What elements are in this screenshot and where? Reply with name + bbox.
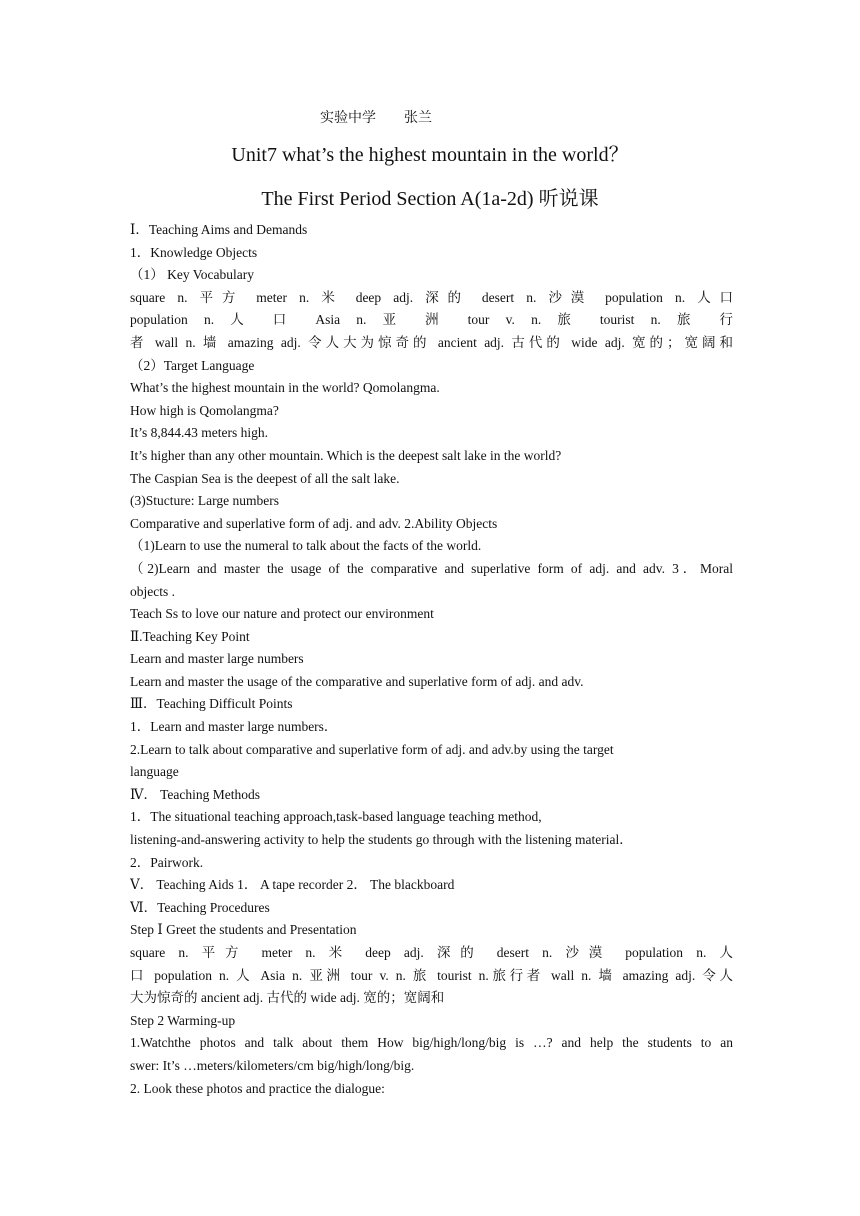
section-heading-aims: Ⅰ．Teaching Aims and Demands [130,222,308,237]
text-line: 1．Learn and master large numbers． [130,719,338,735]
step-heading: Step Ⅰ Greet the students and Presentation [130,922,357,938]
text-line: Learn and master the usage of the comparative and superlative form of adj. and adv. [130,673,584,689]
vocabulary-line: population n. 人 口 Asia n. 亚 洲 tour v. n. 旅 tourist n. 旅 行 [130,312,733,328]
page-title: Unit7 what’s the highest mountain in the world？ [231,144,629,166]
text-line: Comparative and superlative form of adj. and adv. 2.Ability Objects [130,515,498,531]
text-line: 2．Pairwork. [130,854,204,870]
text-line: （1)Learn to use the numeral to talk about the facts of the world. [130,538,482,554]
text-line: It’s 8,844.43 meters high. [130,425,268,441]
text-line: 2.Learn to talk about comparative and superlative form of adj. and adv.by using the target [130,741,614,757]
section-heading-key-point: Ⅱ.Teaching Key Point [130,628,250,644]
section-heading-difficult-points: Ⅲ．Teaching Difficult Points [130,696,293,712]
text-line: language [130,764,179,780]
text-line: 1.Watchthe photos and talk about them How big/high/long/big is …? and help the students to an [130,1035,733,1051]
vocabulary-line: square n. 平方 meter n. 米 deep adj. 深的 desert n. 沙漠 population n. 人口 [130,289,733,305]
author-line: 实验中学 张兰 [320,111,432,126]
text-line: （2)Learn and master the usage of the comparative and superlative form of adj. and adv. 3．Moral [130,560,733,576]
section-heading-methods: Ⅳ． Teaching Methods [130,786,261,802]
text-line: 2. Look these photos and practice the dialogue: [130,1080,385,1096]
vocabulary-line: 者 wall n. 墙 amazing adj. 令人大为惊奇的 ancient adj. 古代的 wide adj. 宽的；宽阔和 [130,334,733,350]
vocabulary-line: 口 population n. 人 Asia n. 亚洲 tour v. n. 旅 tourist n.旅行者 wall n. 墙 amazing adj. 令人 [130,967,733,983]
text-line: listening-and-answering activity to help the students go through with the listening material． [130,832,633,848]
text-line: Teach Ss to love our nature and protect our environment [130,606,434,622]
section-heading-aids: Ⅴ． Teaching Aids 1． A tape recorder 2． The blackboard [130,877,455,893]
text-line: It’s higher than any other mountain. Which is the deepest salt lake in the world? [130,447,562,463]
subheading-knowledge: 1．Knowledge Objects [130,244,258,260]
text-line: (3)Stucture: Large numbers [130,493,279,509]
text-line: Learn and master large numbers [130,651,304,667]
text-line: objects . [130,583,175,599]
step-heading: Step 2 Warming-up [130,1012,236,1028]
text-line: The Caspian Sea is the deepest of all the salt lake. [130,470,400,486]
vocabulary-line: 大为惊奇的 ancient adj. 古代的 wide adj. 宽的；宽阔和 [130,990,445,1006]
text-line: What’s the highest mountain in the world? Qomolangma. [130,380,440,396]
text-line: How high is Qomolangma? [130,402,279,418]
subheading-vocabulary: （1） Key Vocabulary [130,267,254,283]
page-subtitle: The First Period Section A(1a-2d) 听说课 [261,188,599,210]
text-line: 1．The situational teaching approach,task-based language teaching method, [130,809,542,825]
section-heading-procedures: Ⅵ．Teaching Procedures [130,899,270,915]
text-line: swer: It’s …meters/kilometers/cm big/high/long/big. [130,1057,415,1073]
document-body [130,219,733,1100]
subheading-target-language: （2）Target Language [130,357,255,373]
vocabulary-line: square n. 平方 meter n. 米 deep adj. 深的 desert n. 沙漠 population n. 人 [130,945,733,960]
